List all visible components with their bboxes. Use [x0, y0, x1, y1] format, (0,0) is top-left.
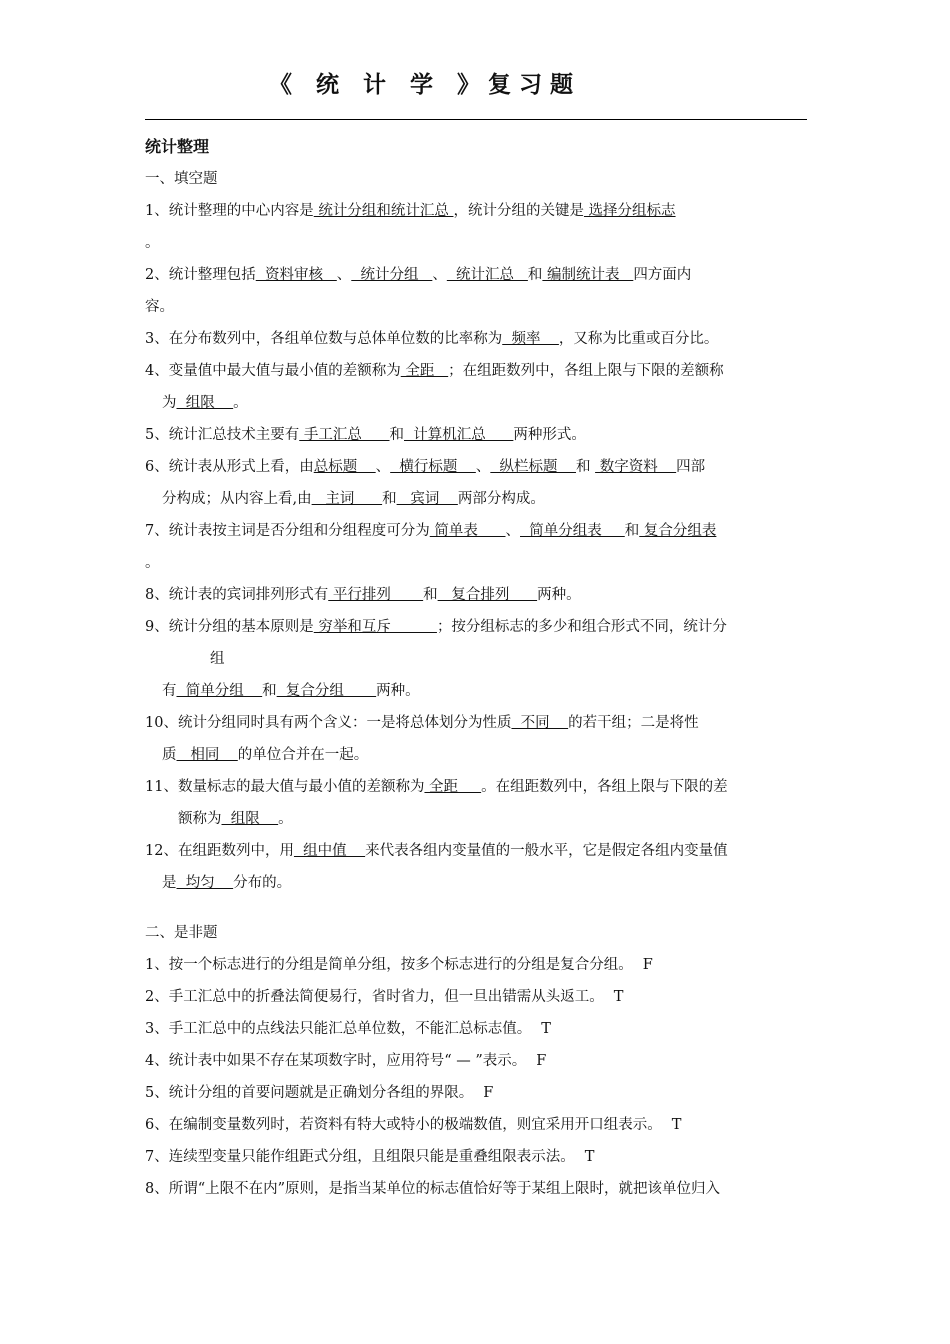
tf-statement: 6、在编制变量数列时，若资料有特大或特小的极端数值，则宜采用开口组表示。 [145, 1117, 662, 1133]
question-text: 为 [162, 395, 177, 411]
tf-statement: 1、按一个标志进行的分组是简单分组，按多个标志进行的分组是复合分组。 [145, 957, 633, 973]
answer-blank: 主词 [311, 491, 383, 507]
answer-blank: 计算机汇总 [404, 427, 514, 443]
fill-question-11-cont [145, 803, 807, 835]
answer-blank: 组限 [176, 395, 234, 411]
separator: 和 [423, 587, 438, 603]
title-divider [145, 119, 807, 120]
question-text: 8、统计表的宾词排列形式有 [145, 587, 329, 603]
tf-statement: 2、手工汇总中的折叠法简便易行，省时省力，但一旦出错需从头返工。 [145, 989, 604, 1005]
question-text: ，统计分组的关键是 [453, 203, 584, 219]
question-text: 是 [162, 875, 177, 891]
fill-question-2 [145, 259, 807, 291]
question-text: 两部分构成。 [457, 491, 545, 507]
tf-statement: 8、所谓“上限不在内”原则，是指当某单位的标志值恰好等于某组上限时，就把该单位归入 [145, 1181, 721, 1197]
question-text: 10、统计分组同时具有两个含义：一是将总体划分为性质 [145, 715, 512, 731]
answer-blank: 均匀 [176, 875, 234, 891]
question-text: 四部 [676, 459, 706, 475]
answer-blank: 复合分组表 [639, 523, 717, 539]
fill-question-4-cont [145, 387, 807, 419]
separator: 和 [262, 683, 277, 699]
question-text: 5、统计汇总技术主要有 [145, 427, 300, 443]
tf-item-8 [145, 1173, 807, 1205]
answer-blank: 相同 [176, 747, 238, 763]
document-body [145, 131, 807, 1205]
question-text: 3、在分布数列中，各组单位数与总体单位数的比率称为 [145, 331, 503, 347]
separator: 和 [624, 523, 640, 539]
fill-question-11 [145, 771, 807, 803]
tf-item-7 [145, 1141, 807, 1173]
question-text: ，又称为比重或百分比。 [558, 331, 719, 347]
separator: 、 [505, 523, 520, 539]
answer-blank: 频率 [502, 331, 559, 347]
tf-answer: F [536, 1053, 547, 1069]
fill-question-1-cont: 。 [145, 235, 160, 251]
answer-blank: 资料审核 [255, 267, 337, 283]
question-text: 四方面内 [633, 267, 692, 283]
question-text: 质 [162, 747, 177, 763]
question-text: 额称为 [178, 811, 222, 827]
answer-blank: 复合分组 [276, 683, 377, 699]
fill-question-10-cont [145, 739, 807, 771]
tf-answer: T [541, 1021, 551, 1037]
tf-statement: 4、统计表中如果不存在某项数字时，应用符号“ — ”表示。 [145, 1053, 527, 1069]
fill-question-6 [145, 451, 807, 483]
fill-question-5 [145, 419, 807, 451]
question-text: 6、统计表从形式上看，由 [145, 459, 314, 475]
answer-blank: 统计分组和统计汇总 [313, 203, 454, 219]
question-text: 7、统计表按主词是否分组和分组程度可分为 [145, 523, 430, 539]
separator: 和 [575, 459, 596, 475]
part1-heading: 一、填空题 [145, 171, 218, 187]
answer-blank: 组中值 [293, 843, 366, 859]
question-text: 两种。 [376, 683, 420, 699]
part2-heading: 二、是非题 [145, 925, 218, 941]
answer-blank: 总标题 [313, 459, 376, 475]
question-text: 来代表各组内变量值的一般水平，它是假定各组内变量值 [365, 843, 728, 859]
answer-blank: 纵栏标题 [490, 459, 576, 475]
question-text: 。 [233, 395, 248, 411]
tf-statement: 7、连续型变量只能作组距式分组，且组限只能是重叠组限表示法。 [145, 1149, 575, 1165]
question-text: 12、在组距数列中，用 [145, 843, 294, 859]
answer-blank: 简单表 [429, 523, 506, 539]
fill-question-8 [145, 579, 807, 611]
answer-blank: 全距 [424, 779, 482, 795]
question-text: 4、变量值中最大值与最小值的差额称为 [145, 363, 401, 379]
question-text: 有 [162, 683, 177, 699]
section-spacer [145, 899, 807, 917]
separator: 和 [389, 427, 404, 443]
separator: 、 [336, 267, 352, 283]
fill-question-9-cont: 组 [210, 651, 225, 667]
fill-question-3 [145, 323, 807, 355]
fill-question-7 [145, 515, 807, 547]
question-text: ；在组距数列中，各组上限与下限的差额称 [448, 363, 724, 379]
tf-item-2 [145, 981, 807, 1013]
question-text: 11、数量标志的最大值与最小值的差额称为 [145, 779, 425, 795]
tf-item-4 [145, 1045, 807, 1077]
question-text: 分构成；从内容上看,由 [162, 491, 312, 507]
answer-blank: 平行排列 [328, 587, 424, 603]
question-text: 1、统计整理的中心内容是 [145, 203, 314, 219]
answer-blank: 横行标题 [390, 459, 476, 475]
answer-blank: 数字资料 [595, 459, 677, 475]
fill-question-2-cont: 容。 [145, 299, 174, 315]
answer-blank: 复合排列 [437, 587, 538, 603]
separator: 、 [475, 459, 491, 475]
question-text: 两种。 [537, 587, 581, 603]
separator: 和 [382, 491, 397, 507]
answer-blank: 简单分组表 [520, 523, 625, 539]
fill-question-9-cont2 [145, 675, 807, 707]
fill-question-7-cont: 。 [145, 555, 160, 571]
tf-item-1 [145, 949, 807, 981]
answer-blank: 手工汇总 [299, 427, 390, 443]
answer-blank: 编制统计表 [542, 267, 634, 283]
fill-question-12-cont [145, 867, 807, 899]
tf-answer: T [613, 989, 624, 1005]
answer-blank: 组限 [221, 811, 279, 827]
question-text: 。 [278, 811, 293, 827]
separator: 、 [432, 267, 447, 283]
separator: 和 [527, 267, 543, 283]
tf-item-6 [145, 1109, 807, 1141]
question-text: 。在组距数列中，各组上限与下限的差 [481, 779, 728, 795]
tf-answer: F [642, 957, 653, 973]
question-text: 的单位合并在一起。 [237, 747, 369, 763]
fill-question-10 [145, 707, 807, 739]
fill-question-9 [145, 611, 807, 643]
answer-blank: 选择分组标志 [583, 203, 676, 219]
question-text: 分布的。 [233, 875, 292, 891]
tf-answer: T [671, 1117, 682, 1133]
tf-item-3 [145, 1013, 807, 1045]
question-text: 的若干组；二是将性 [568, 715, 699, 731]
fill-question-6-cont [145, 483, 807, 515]
question-text: 两种形式。 [513, 427, 586, 443]
tf-answer: F [483, 1085, 494, 1101]
answer-blank: 穷举和互斥 [313, 619, 437, 635]
true-false-list [145, 949, 807, 1205]
document-title: 《 统 计 学 》复习题 [268, 72, 582, 98]
tf-answer: T [584, 1149, 595, 1165]
question-text: 2、统计整理包括 [145, 267, 256, 283]
answer-blank: 不同 [511, 715, 569, 731]
question-text: ；按分组标志的多少和组合形式不同，统计分 [436, 619, 727, 635]
answer-blank: 统计汇总 [446, 267, 528, 283]
separator: 、 [375, 459, 391, 475]
section-heading: 统计整理 [145, 137, 210, 156]
answer-blank: 全距 [400, 363, 449, 379]
answer-blank: 统计分组 [351, 267, 433, 283]
answer-blank: 宾词 [396, 491, 458, 507]
fill-question-12 [145, 835, 807, 867]
answer-blank: 简单分组 [176, 683, 263, 699]
tf-item-5 [145, 1077, 807, 1109]
fill-question-1 [145, 195, 807, 227]
tf-statement: 5、统计分组的首要问题就是正确划分各组的界限。 [145, 1085, 474, 1101]
fill-question-4 [145, 355, 807, 387]
tf-statement: 3、手工汇总中的点线法只能汇总单位数，不能汇总标志值。 [145, 1021, 532, 1037]
question-text: 9、统计分组的基本原则是 [145, 619, 314, 635]
